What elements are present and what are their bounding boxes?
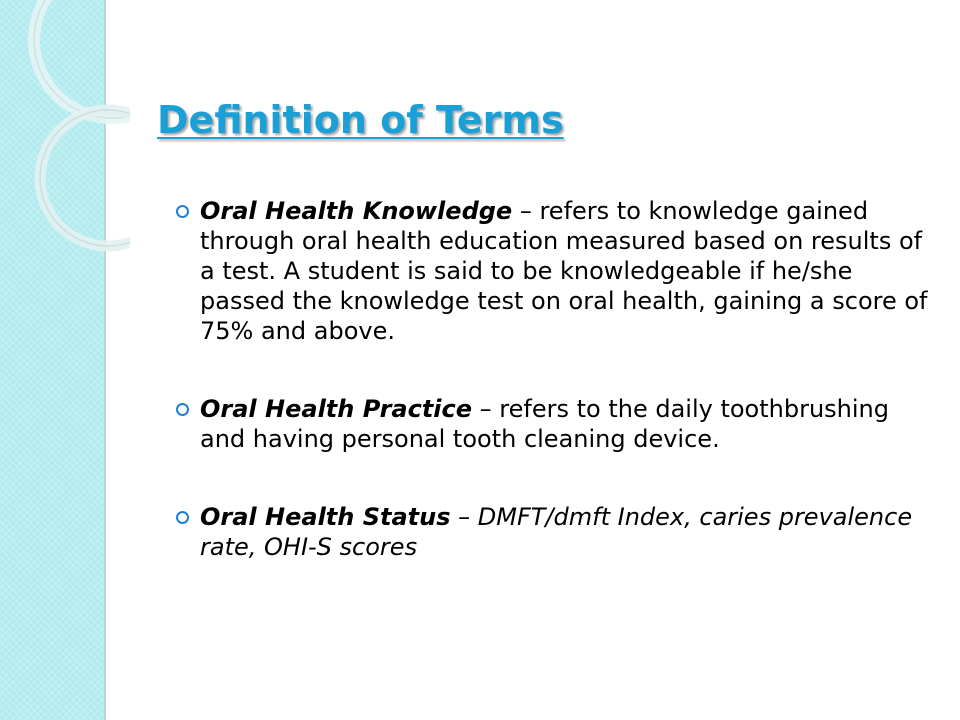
term-label: Oral Health Practice (200, 395, 473, 423)
term-definition: refers to the daily toothbrushing and having personal tooth cleaning device. (200, 395, 890, 453)
ring-bullet-icon (176, 403, 189, 416)
definition-item-practice (176, 394, 936, 454)
term-separator: – (450, 503, 478, 531)
term-separator: – (472, 395, 500, 423)
term-definition: DMFT/dmft Index, caries prevalence rate, OHI-S scores (200, 503, 913, 561)
definition-item-status (176, 502, 936, 562)
decorative-rings-icon (0, 0, 130, 260)
ring-bullet-icon (176, 511, 189, 524)
definition-item-knowledge (176, 196, 936, 346)
term-label: Oral Health Status (200, 503, 451, 531)
ring-bullet-icon (176, 205, 189, 218)
term-definition: refers to knowledge gained through oral health education measured based on results of a test. A student is said to be knowledgeable if he/she passed the knowledge test on oral health, gaining a score of 75% and above. (200, 197, 928, 345)
slide-title: Definition of Terms (157, 98, 564, 142)
definition-list (176, 196, 936, 562)
term-label: Oral Health Knowledge (200, 197, 513, 225)
term-separator: – (512, 197, 540, 225)
